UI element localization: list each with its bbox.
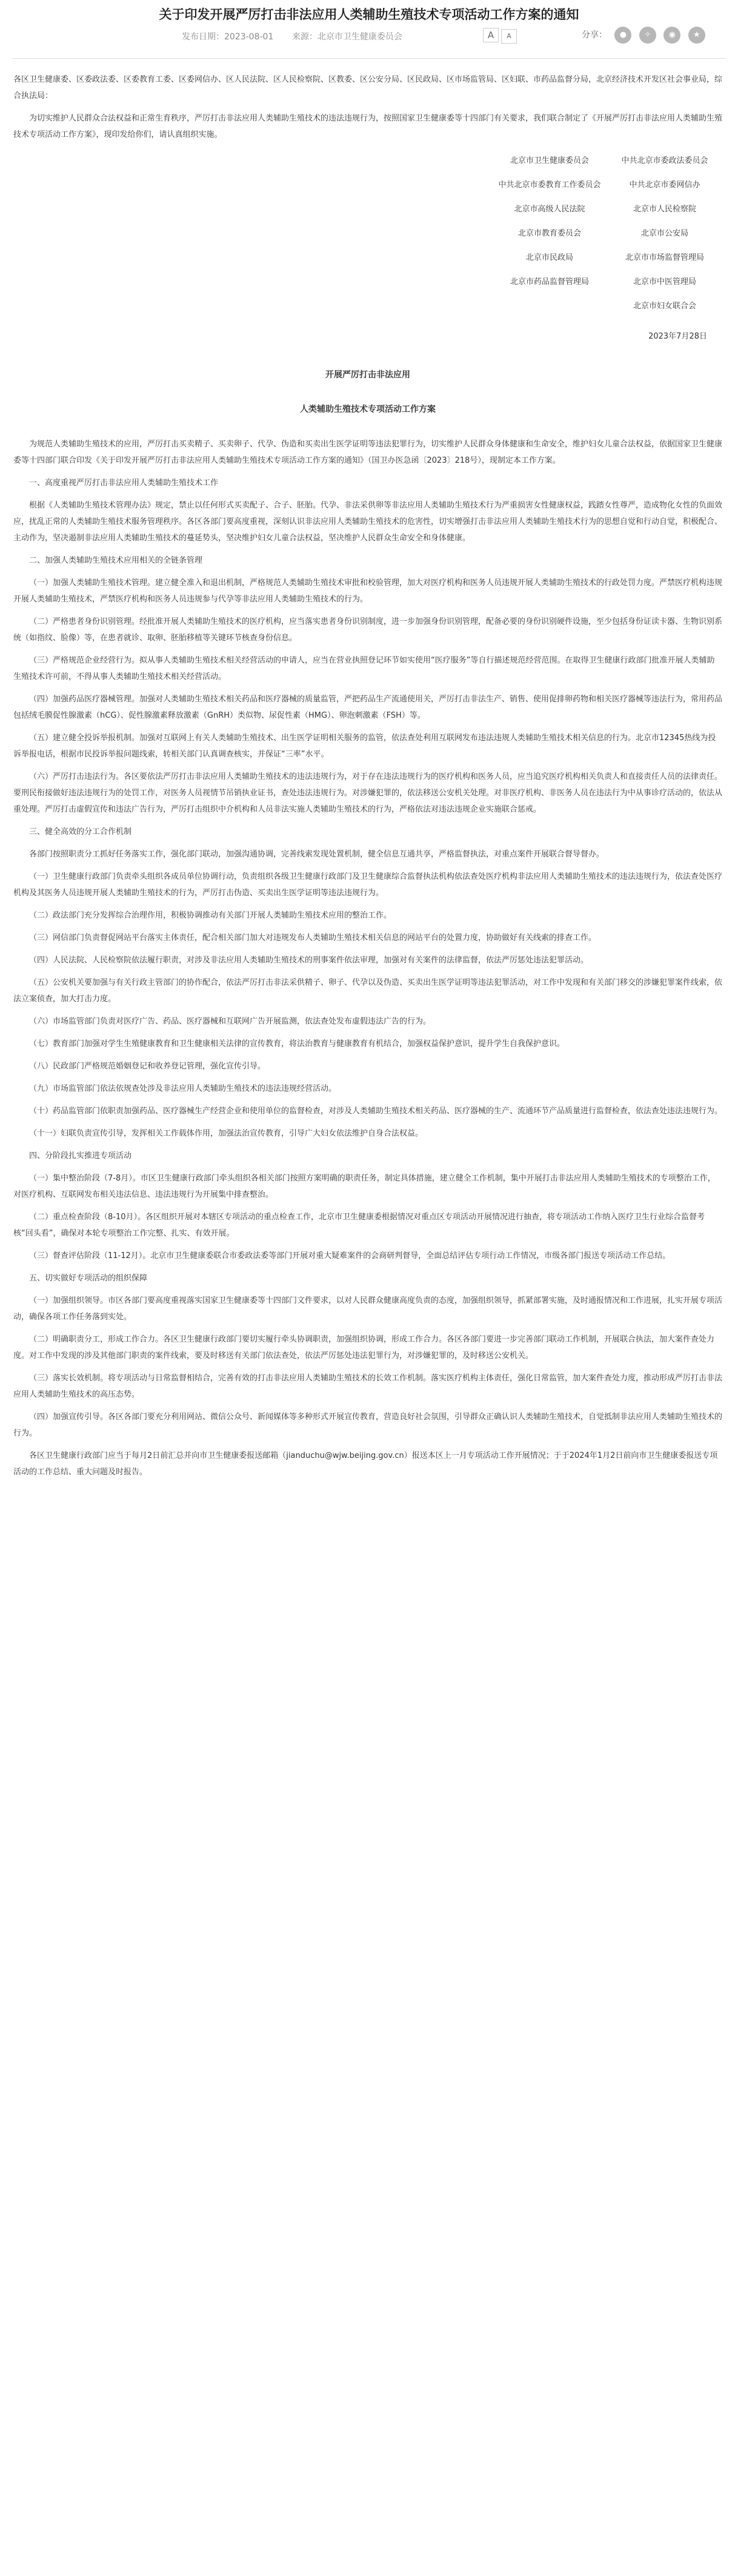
article-header	[0, 0, 738, 58]
section-paragraph: （十）药品监管部门依职责加强药品、医疗器械生产经营企业和使用单位的监督检查，对涉及人类辅助生殖技术相关药品、医疗器械的生产、流通环节产品质量进行监督检查，依法查处违法违规行为。	[29, 1107, 723, 1116]
header-divider	[12, 58, 726, 59]
addressees: 各区卫生健康委、区委政法委、区委教育工委、区委网信办、区人民法院、区人民检察院、区教委、区公安分局、区民政局、区市场监管局、区妇联、市药品监督分局，北京经济技术开发区社会事业局，综合执法局：	[13, 75, 723, 101]
weibo-icon[interactable]: ✧	[639, 27, 656, 44]
section-paragraph: （九）市场监管部门依法依规查处涉及非法应用人类辅助生殖技术的违法违规经营活动。	[29, 1084, 337, 1093]
issuer: 北京市人民检察院	[633, 205, 696, 214]
section-heading: 五、切实做好专项活动的组织保障	[29, 1274, 148, 1283]
section-paragraph: （五）建立健全投诉举报机制。加强对互联网上有关人类辅助生殖技术、出生医学证明相关服务的监管，依法查处利用互联网发布违法违规人类辅助生殖技术相关信息的行为。北京市12345热线为投诉举报电话，根据市民投诉举报问题线索，转相关部门认真调查核实，并保证“三率”水平。	[13, 733, 716, 759]
section-paragraph: （三）督查评估阶段（11-12月）。北京市卫生健康委联合市委政法委等部门开展对重大疑难案件的会商研判督导，全面总结评估专项行动工作情况，市级各部门报送专项活动工作总结。	[29, 1251, 671, 1260]
section-paragraph: （十一）妇联负责宣传引导，发挥相关工作载体作用，加强法治宣传教育，引导广大妇女依法维护自身合法权益。	[29, 1129, 424, 1138]
issuer: 北京市市场监督管理局	[625, 253, 704, 262]
issuer-row	[13, 149, 722, 173]
section-paragraph: （三）网信部门负责督促网站平台落实主体责任，配合相关部门加大对违规发布人类辅助生殖技术相关信息的网站平台的处置力度，协助做好有关线索的排查工作。	[29, 933, 597, 942]
section-paragraph: （四）加强药品医疗器械管理。加强对人类辅助生殖技术相关药品和医疗器械的质量监管，严把药品生产流通使用关，严厉打击非法生产、销售、使用促排卵药物和相关医疗器械等违法行为，常用药品包括绒毛膜促性腺激素（hCG）、促性腺激素释放激素（GnRH）类似物、尿促性素（HMG）、卵泡刺激素（FSH）等。	[13, 695, 723, 720]
issuer-row	[13, 294, 722, 319]
section-paragraph: （三）落实长效机制。将专项活动与日常监督相结合，完善有效的打击非法应用人类辅助生殖技术的长效工作机制。落实医疗机构主体责任，强化日常监管，加大案件查处力度，推动形成严厉打击非法应用人类辅助生殖技术的高压态势。	[13, 1374, 723, 1399]
section-paragraph: （六）市场监管部门负责对医疗广告、药品、医疗器械和互联网广告开展监测，依法查处发布虚假违法广告的行为。	[29, 1017, 431, 1026]
issuer: 北京市卫生健康委员会	[510, 156, 589, 165]
issuer: 北京市中医管理局	[633, 277, 696, 286]
qzone-icon[interactable]: ★	[688, 27, 705, 44]
section-paragraph: （八）民政部门严格规范婚姻登记和收养登记管理，强化宣传引导。	[29, 1062, 266, 1071]
closing-note: 各区卫生健康行政部门应当于每月2日前汇总并向市卫生健康委报送邮箱（jianduchu@wjw.beijing.gov.cn）报送本区上一月专项活动工作开展情况；于于2024年1月2日前向市卫生健康委报送专项活动的工作总结、重大问题及时报告。	[13, 1451, 718, 1477]
font-small-button[interactable]: A	[501, 29, 517, 44]
section-paragraph: （七）教育部门加强对学生生殖健康教育和卫生健康相关法律的宣传教育，将法治教育与健康教育有机结合，加强权益保护意识，提升学生自我保护意识。	[29, 1039, 565, 1048]
plan-title-line2: 人类辅助生殖技术专项活动工作方案	[300, 405, 436, 414]
share-bar	[582, 27, 705, 44]
section-paragraph: （五）公安机关要加强与有关行政主管部门的协作配合，依法严厉打击非法采供精子、卵子、代孕以及伪造、买卖出生医学证明等违法犯罪活动，对工作中发现和有关部门移交的涉嫌犯罪案件线索，依法立案侦查，加大打击力度。	[13, 978, 723, 1004]
issuer: 中共北京市委教育工作委员会	[498, 180, 601, 190]
section-heading: 二、加强人类辅助生殖技术应用相关的全链条管理	[29, 556, 203, 565]
issuer: 北京市高级人民法院	[514, 205, 585, 214]
source: 来源：北京市卫生健康委员会	[291, 32, 402, 42]
section-heading: 三、健全高效的分工合作机制	[29, 827, 132, 836]
wechat-icon[interactable]: ●	[614, 27, 631, 44]
plan-title-line1: 开展严厉打击非法应用	[325, 370, 410, 380]
issuer: 北京市民政局	[525, 253, 573, 262]
section-paragraph: （三）严格规范企业经营行为。拟从事人类辅助生殖技术相关经营活动的申请人，应当在营业执照登记环节如实使用“医疗服务”等自行描述规范经营范围。在取得卫生健康行政部门批准开展人类辅助生殖技术许可前，不得从事人类辅助生殖技术相关经营活动。	[13, 656, 715, 681]
issuer-row	[13, 197, 722, 222]
section-paragraph: 各部门按照职责分工抓好任务落实工作，强化部门联动，加强沟通协调，完善线索发现处置机制，健全信息互通共享，严格监督执法，对重点案件开展联合督导督办。	[29, 850, 605, 859]
section-paragraph: （二）政法部门充分发挥综合治理作用，积极协调推动有关部门开展人类辅助生殖技术应用的整治工作。	[29, 911, 392, 920]
section-paragraph: （一）卫生健康行政部门负责牵头组织各成员单位协调行动，负责组织各级卫生健康行政部门及卫生健康综合监督执法机构依法查处医疗机构非法应用人类辅助生殖技术的违法违规行为，依法查处医疗机构及其医务人员违规开展人类辅助生殖技术的行为，严厉打击伪造、买卖出生医学证明等违法违规行为。	[13, 872, 723, 898]
section-paragraph: （二）严格患者身份识别管理。经批准开展人类辅助生殖技术的医疗机构，应当落实患者身份识别制度，进一步加强身份识别管理，配备必要的身份识别硬件设施，至少包括身份证读卡器、生物识别系统（如指纹、脸像）等，在患者就诊、取卵、胚胎移植等关键环节核查身份信息。	[13, 617, 723, 643]
section-paragraph: （二）重点检查阶段（8-10月）。各区组织开展对本辖区专项活动的重点检查工作，北京市卫生健康委根据情况对重点区专项活动开展情况进行抽查，将专项活动工作纳入医疗卫生行业综合监督考核“回头看”，确保对本轮专项整治工作完整、扎实、有效开展。	[13, 1213, 705, 1238]
publish-date: 发布日期：2023-08-01	[182, 32, 274, 42]
issuer: 北京市教育委员会	[517, 229, 581, 238]
issuer: 中共北京市委政法委员会	[621, 156, 708, 165]
section-paragraph: （四）人民法院、人民检察院依法履行职责，对涉及非法应用人类辅助生殖技术的刑事案件依法审理，加强对有关案件的法律监督，依法严厉惩处违法犯罪活动。	[29, 956, 589, 965]
article-meta	[182, 30, 418, 42]
section-paragraph: （一）加强组织领导。市区各部门要高度重视落实国家卫生健康委等十四部门文件要求，以对人民群众健康高度负责的态度，加强组织领导，抓紧部署实施，及时通报情况和工作进展，扎实开展专项活动，确保各项工作任务落到实处。	[13, 1296, 723, 1322]
issuer-row	[13, 222, 722, 246]
issuer-row	[13, 173, 722, 197]
issuer-row	[13, 246, 722, 270]
section-paragraph: （一）加强人类辅助生殖技术管理。建立健全准入和退出机制，严格规范人类辅助生殖技术审批和校验管理，加大对医疗机构和医务人员违规开展人类辅助生殖技术的行政处罚力度。严禁医疗机构违规开展人类辅助生殖技术，严禁医疗机构和医务人员违规参与代孕等非法应用人类辅助生殖技术的行为。	[13, 578, 723, 604]
section-paragraph: （六）严厉打击违法行为。各区要依法严厉打击非法应用人类辅助生殖技术的违法违规行为，对于存在违法违规行为的医疗机构和医务人员，应当追究医疗机构相关负责人和直接责任人员的法律责任。要刑民衔接做好违法违规行为的处罚工作，对医务人员视情节吊销执业证书，查处违法违规行为。对涉嫌犯罪的，依法移送公安机关处理。对非医疗机构、非医务人员在违法行为中从事诊疗活动的，依法从重处理。严厉打击虚假宣传和违法广告行为，严厉打击组织中介机构和人员非法实施人类辅助生殖技术的行为，严格依法对违法违规企业实施联合惩戒。	[13, 772, 723, 814]
issuer: 北京市公安局	[640, 229, 688, 238]
issuer: 北京市妇女联合会	[633, 302, 696, 311]
section-paragraph: 根据《人类辅助生殖技术管理办法》规定，禁止以任何形式买卖配子、合子、胚胎。代孕、非法采供卵等非法应用人类辅助生殖技术行为严重损害女性健康权益，践踏女性尊严，造成物化女性的负面效应，扰乱正常的人类辅助生殖技术服务管理秩序。各区各部门要高度重视，深刻认识非法应用人类辅助生殖技术的危害性，切实增强打击非法应用人类辅助生殖技术行为的思想自觉和行动自觉，积极配合、主动作为，坚决遏制非法应用人类辅助生殖技术的蔓延势头，坚决维护妇女儿童合法权益，坚决维护人民群众生命安全和身体健康。	[13, 501, 723, 543]
issuer: 中共北京市委网信办	[629, 180, 700, 190]
article-body	[13, 71, 722, 1486]
font-large-button[interactable]: A	[483, 28, 499, 42]
font-size-controls	[483, 28, 519, 44]
issue-date: 2023年7月28日	[648, 332, 707, 341]
issuer: 北京市药品监督管理局	[510, 277, 589, 286]
issuer-list	[13, 149, 722, 319]
section-paragraph: （二）明确职责分工，形成工作合力。各区卫生健康行政部门要切实履行牵头协调职责，加强组织协调，形成工作合力。各区各部门要进一步完善部门联动工作机制，开展联合执法，加大案件查处力度。对工作中发现的涉及其他部门职责的案件线索，要及时移送有关部门依法查处，依法严厉惩处违法犯罪行为，对涉嫌犯罪的，及时移送公安机关。	[13, 1335, 715, 1360]
section-paragraph: （一）集中整治阶段（7-8月）。市区卫生健康行政部门牵头组织各相关部门按照方案明确的职责任务，制定具体措施，建立健全工作机制，集中开展打击非法应用人类辅助生殖技术的专项整治工作，对医疗机构、互联网发布相关违法信息、违法违规行为开展集中排查整治。	[13, 1174, 716, 1199]
issuer-row	[13, 270, 722, 294]
plan-intro: 为规范人类辅助生殖技术的应用，严厉打击买卖精子、买卖卵子、代孕、伪造和买卖出生医学证明等违法犯罪行为，切实维护人民群众身体健康和生命安全，维护妇女儿童合法权益，依据国家卫生健康委等十四部门联合印发《关于印发开展严厉打击非法应用人类辅助生殖技术专项活动工作方案的通知》（国卫办医急函〔2023〕218号），现制定本工作方案。	[13, 440, 723, 465]
section-paragraph: （四）加强宣传引导。各区各部门要充分利用网站、微信公众号、新闻媒体等多种形式开展宣传教育，营造良好社会氛围，引导群众正确认识人类辅助生殖技术，自觉抵制非法应用人类辅助生殖技术的行为。	[13, 1412, 723, 1438]
section-heading: 四、分阶段扎实推进专项活动	[29, 1151, 132, 1161]
share-label: 分享：	[582, 30, 607, 40]
page-title: 关于印发开展严厉打击非法应用人类辅助生殖技术专项活动工作方案的通知	[159, 7, 579, 22]
intro-paragraph: 为切实维护人民群众合法权益和正常生育秩序，严厉打击非法应用人类辅助生殖技术的违法违规行为，按照国家卫生健康委等十四部门有关要求，我们联合制定了《开展严厉打击非法应用人类辅助生殖技术专项活动工作方案》，现印发给你们，请认真组织实施。	[13, 114, 723, 139]
qq-icon[interactable]: ◉	[663, 27, 680, 44]
section-heading: 一、高度重视严厉打击非法应用人类辅助生殖技术工作	[29, 478, 219, 488]
